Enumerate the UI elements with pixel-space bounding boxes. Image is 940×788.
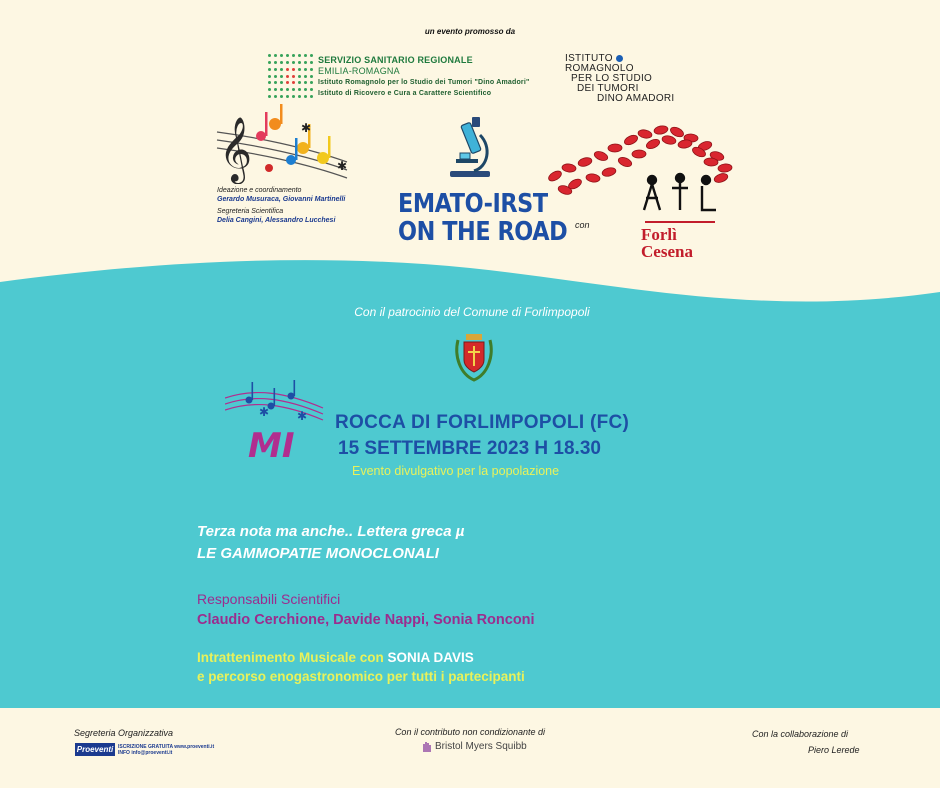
irst-line1: ISTITUTO [565,54,675,64]
food-tour-line: e percorso enogastronomico per tutti i partecipanti [197,669,525,684]
svg-text:✱: ✱ [297,409,308,423]
promoted-by-text: un evento promosso da [424,27,516,36]
event-title-line2: ON THE ROAD [398,217,568,247]
ideazione-label: Ideazione e coordinamento [217,187,302,194]
ssr-line1: SERVIZIO SANITARIO REGIONALE [318,55,473,65]
ssr-logo-icon [268,54,314,100]
segreteria-scientifica-names: Delia Cangini, Alessandro Lucchesi [217,217,336,224]
music-prefix: Intrattenimento Musicale con [197,650,388,665]
collaborazione-label: Con la collaborazione di [752,729,849,739]
irst-line3: PER LO STUDIO [571,73,653,84]
bms-text: Bristol Myers Squibb [435,740,527,752]
ssr-line3: Istituto Romagnolo per lo Studio dei Tumori "Dino Amadori" [318,79,530,86]
music-artist: SONIA DAVIS [387,650,474,665]
credits-block [217,186,345,225]
topic-line1: Terza nota ma anche.. Lettera greca µ [197,523,465,540]
event-title [398,190,567,246]
ssr-block [318,55,530,99]
irst-line5: DINO AMADORI [597,93,675,104]
proeventi-block [75,743,214,756]
segreteria-organizzativa-label: Segreteria Organizzativa [74,728,174,738]
svg-text:𝄞: 𝄞 [219,117,253,182]
event-subtitle: Evento divulgativo per la popolazione [352,464,560,478]
topic-line2: LE GAMMOPATIE MONOCLONALI [197,545,439,562]
ssr-line2: EMILIA-ROMAGNA [318,66,400,76]
info-text[interactable]: INFO info@proeventi.it [118,749,173,756]
ail-city [641,226,693,260]
contributo-label: Con il contributo non condizionante di [394,727,546,737]
ail-logo [640,170,720,223]
mi-logo-text: MI [248,426,295,466]
event-title-line1: EMATO-IRST [398,189,548,219]
ail-figures-icon [640,170,720,216]
svg-text:✱: ✱ [301,121,312,135]
proeventi-logo: Proeventi [75,743,115,756]
responsabili-label: Responsabili Scientifici [197,591,341,607]
patronage-text: Con il patrocinio del Comune di Forlimpopoli [354,305,590,319]
collaboratore-name: Piero Lerede [808,745,860,755]
ssr-line4: Istituto di Ricovero e Cura a Carattere Scientifico [318,90,492,97]
ail-underline [645,221,715,223]
responsabili-names: Claudio Cerchione, Davide Nappi, Sonia Ronconi [197,612,535,628]
iscrizione-text[interactable]: ISCRIZIONE GRATUITA www.proeventi.it [118,743,215,750]
irst-line2: ROMAGNOLO [565,63,634,74]
svg-text:✱: ✱ [259,405,270,419]
music-notes-illustration [215,102,350,184]
ideazione-names: Gerardo Musuraca, Giovanni Martinelli [217,196,346,203]
irst-logo [565,54,675,104]
irst-line4: DEI TUMORI [577,83,639,94]
bms-logo [422,740,527,752]
segreteria-scientifica-label: Segreteria Scientifica [217,208,284,215]
music-entertainment [197,650,474,665]
ail-city-line1: Forlì [641,225,677,244]
ail-city-line2: Cesena [641,242,693,261]
svg-text:AIL: AIL [680,214,682,215]
event-datetime: 15 SETTEMBRE 2023 H 18.30 [338,438,601,459]
event-venue: ROCCA DI FORLIMPOPOLI (FC) [335,412,630,433]
con-text: con [575,220,590,230]
coat-of-arms-icon [452,330,496,382]
bms-hand-icon [422,740,432,752]
microscope-icon [448,115,492,179]
svg-text:✱: ✱ [337,159,348,173]
